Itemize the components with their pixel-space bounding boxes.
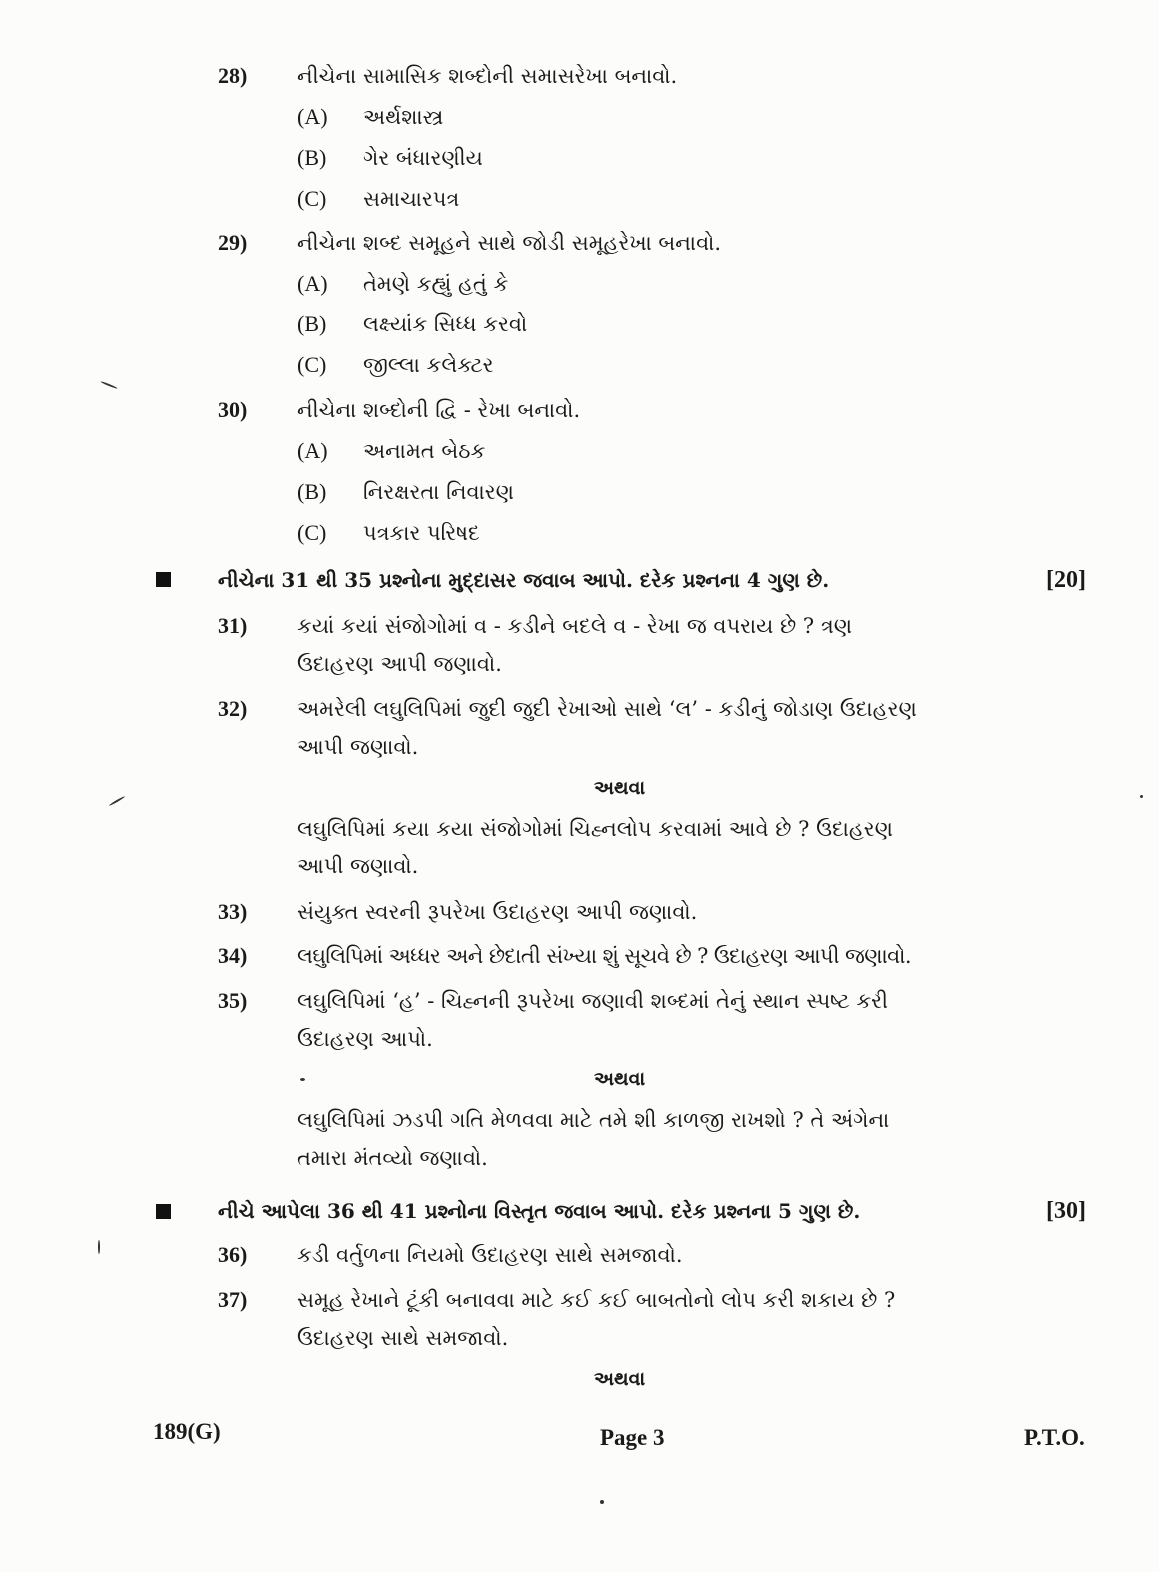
option-label: (B)	[297, 479, 327, 504]
q30-option-b	[297, 478, 514, 506]
scan-speck	[300, 1078, 305, 1081]
question-number-35: 35)	[218, 988, 248, 1013]
option-text: અનામત બેઠક	[363, 439, 486, 463]
q29-option-a	[297, 270, 508, 298]
option-text: અર્થશાસ્ત્ર	[363, 105, 444, 129]
question-36-line-1: કડી વર્તુળના નિયમો ઉદાહરણ સાથે સમજાવો.	[297, 1243, 683, 1267]
or-divider: અથવા	[594, 777, 646, 799]
section-3-heading: નીચે આપેલા 36 થી 41 પ્રશ્નોના વિસ્તૃત જવાબ આપો. દરેક પ્રશ્નના 5 ગુણ છે.	[218, 1199, 861, 1223]
option-label: (C)	[297, 352, 327, 377]
question-35-line-1: લઘુલિપિમાં ‘હ’ - ચિહ્નની રૂપરેખા જણાવી શબ્દમાં તેનું સ્થાન સ્પષ્ટ કરી	[297, 989, 889, 1013]
option-text: ગેર બંધારણીય	[363, 146, 483, 170]
option-label: (B)	[297, 311, 327, 336]
option-text: પત્રકાર પરિષદ	[363, 521, 480, 545]
question-number-28: 28)	[218, 63, 248, 88]
option-label: (B)	[297, 145, 327, 170]
or-divider: અથવા	[594, 1068, 646, 1090]
option-text: જીલ્લા કલેક્ટર	[363, 353, 494, 377]
question-number-31: 31)	[218, 613, 248, 638]
q28-option-b	[297, 144, 483, 172]
question-37-line-1: સમૂહ રેખાને ટૂંકી બનાવવા માટે કઈ કઈ બાબતોનો લોપ કરી શકાય છે ?	[297, 1288, 896, 1312]
or-divider: અથવા	[594, 1368, 646, 1390]
option-text: તેમણે કહ્યું હતું કે	[363, 272, 509, 296]
question-number-33: 33)	[218, 899, 248, 924]
question-number-36: 36)	[218, 1242, 248, 1267]
option-text: લક્ષ્યાંક સિધ્ધ કરવો	[363, 312, 528, 336]
question-28-text: નીચેના સામાસિક શબ્દોની સમાસરેખા બનાવો.	[297, 64, 678, 88]
question-32-line-2: આપી જણાવો.	[297, 735, 419, 759]
option-label: (C)	[297, 520, 327, 545]
option-text: સમાચારપત્ર	[363, 187, 460, 211]
question-30-text: નીચેના શબ્દોની દ્વિ - રેખા બનાવો.	[297, 398, 581, 422]
please-turn-over: P.T.O.	[1024, 1425, 1085, 1450]
scan-speck	[600, 1500, 604, 1504]
question-number-37: 37)	[218, 1287, 248, 1312]
question-37-line-2: ઉદાહરણ સાથે સમજાવો.	[297, 1326, 509, 1350]
question-32-alt-line-2: આપી જણાવો.	[297, 854, 419, 878]
question-35-line-2: ઉદાહરણ આપો.	[297, 1027, 433, 1051]
question-31-line-2: ઉદાહરણ આપી જણાવો.	[297, 652, 502, 676]
scan-speck	[1140, 795, 1143, 798]
q29-option-b	[297, 310, 527, 338]
question-32-line-1: અમરેલી લઘુલિપિમાં જુદી જુદી રેખાઓ સાથે ‘લ’ - કડીનું જોડાણ ઉદાહરણ	[297, 697, 917, 721]
section-bullet	[156, 1204, 171, 1219]
q29-option-c	[297, 351, 494, 379]
option-label: (A)	[297, 438, 328, 463]
option-label: (A)	[297, 104, 328, 129]
question-35-alt-line-1: લઘુલિપિમાં ઝડપી ગતિ મેળવવા માટે તમે શી કાળજી રાખશો ? તે અંગેના	[297, 1108, 890, 1132]
option-label: (C)	[297, 186, 327, 211]
section-3-marks: [30]	[1046, 1198, 1086, 1224]
section-2-heading: નીચેના 31 થી 35 પ્રશ્નોના મુદ્દાસર જવાબ આપો. દરેક પ્રશ્નના 4 ગુણ છે.	[218, 568, 830, 592]
question-34-line-1: લઘુલિપિમાં અધ્ધર અને છેદાતી સંખ્યા શું સૂચવે છે ? ઉદાહરણ આપી જણાવો.	[297, 944, 911, 968]
option-label: (A)	[297, 271, 328, 296]
question-33-line-1: સંયુક્ત સ્વરની રૂપરેખા ઉદાહરણ આપી જણાવો.	[297, 900, 698, 924]
question-29-text: નીચેના શબ્દ સમૂહને સાથે જોડી સમૂહરેખા બનાવો.	[297, 231, 722, 255]
question-number-30: 30)	[218, 397, 248, 422]
scan-speck	[100, 381, 117, 390]
question-number-32: 32)	[218, 696, 248, 721]
question-32-alt-line-1: લઘુલિપિમાં કયા કયા સંજોગોમાં ચિહ્નલોપ કરવામાં આવે છે ? ઉદાહરણ	[297, 817, 893, 841]
question-31-line-1: કયાં કયાં સંજોગોમાં વ - કડીને બદલે વ - રેખા જ વપરાય છે ? ત્રણ	[297, 614, 853, 638]
scan-speck	[109, 796, 126, 807]
option-text: નિરક્ષરતા નિવારણ	[363, 480, 514, 504]
page-number: Page 3	[600, 1425, 665, 1450]
q28-option-c	[297, 185, 459, 213]
question-35-alt-line-2: તમારા મંતવ્યો જણાવો.	[297, 1146, 488, 1170]
q28-option-a	[297, 103, 443, 131]
section-2-marks: [20]	[1046, 567, 1086, 593]
question-number-34: 34)	[218, 943, 248, 968]
paper-code: 189(G)	[153, 1419, 221, 1444]
question-number-29: 29)	[218, 230, 248, 255]
section-bullet	[156, 572, 171, 587]
q30-option-a	[297, 437, 485, 465]
scan-speck	[98, 1240, 100, 1254]
q30-option-c	[297, 519, 480, 547]
